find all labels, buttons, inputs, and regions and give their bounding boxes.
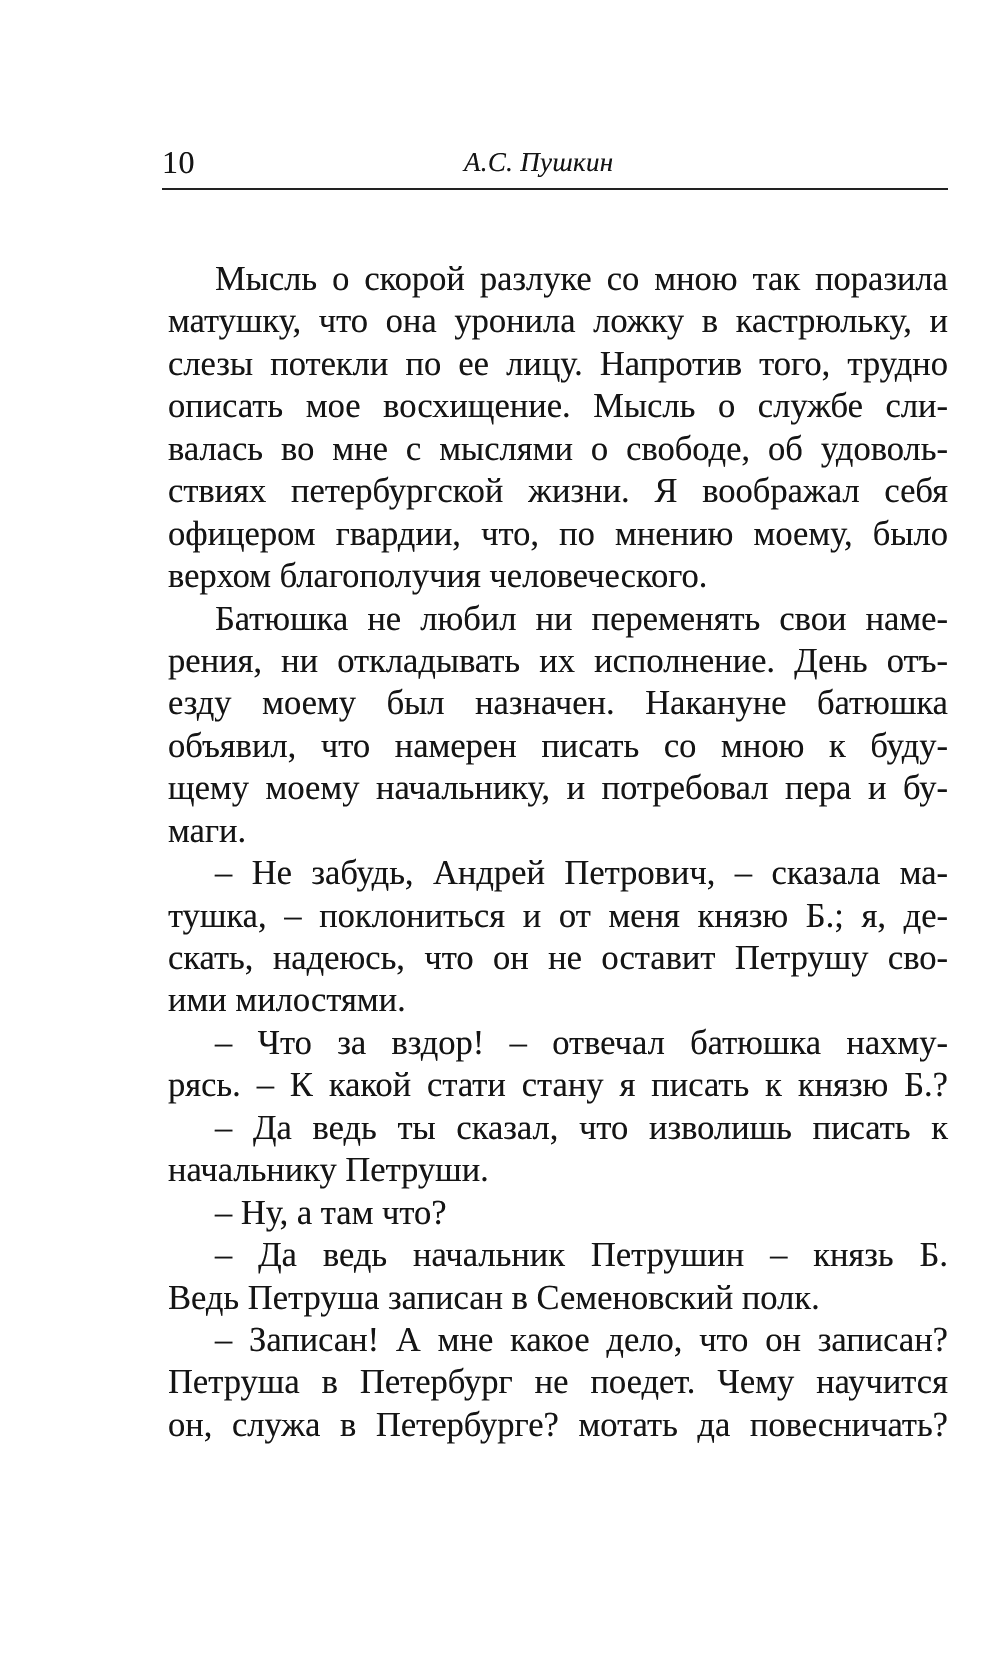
body-line: щему моему начальнику, и потребовал пера и бу- xyxy=(168,769,948,808)
page-number: 10 xyxy=(162,144,195,180)
body-line: начальнику Петруши. xyxy=(168,1151,489,1190)
body-line: рясь. – К какой стати стану я писать к князю Б.? xyxy=(168,1066,948,1105)
body-text xyxy=(168,258,948,1446)
body-line: объявил, что намерен писать со мною к буду- xyxy=(168,726,948,765)
body-line: – Записан! А мне какое дело, что он записан? xyxy=(215,1320,948,1359)
body-line: – Ну, а там что? xyxy=(215,1193,447,1232)
body-line: верхом благополучия человеческого. xyxy=(168,557,708,596)
body-line: скать, надеюсь, что он не оставит Петрушу сво- xyxy=(168,939,948,977)
header-rule xyxy=(162,188,948,190)
body-line: валась во мне с мыслями о свободе, об удоволь- xyxy=(168,429,948,468)
body-line: Батюшка не любил ни переменять свои наме- xyxy=(215,599,948,638)
body-line: маги. xyxy=(168,811,247,850)
running-title: А.С. Пушкин xyxy=(464,147,614,177)
body-line: описать мое восхищение. Мысль о службе сли- xyxy=(168,387,948,426)
body-line: ствиях петербургской жизни. Я воображал себя xyxy=(168,472,948,511)
body-line: ими милостями. xyxy=(168,981,406,1020)
page-header xyxy=(162,138,948,188)
body-line: езду моему был назначен. Накануне батюшка xyxy=(168,684,948,723)
body-line: Петруша в Петербург не поедет. Чему научится xyxy=(168,1363,948,1402)
body-line: рения, ни откладывать их исполнение. День отъ- xyxy=(168,641,948,680)
body-line: офицером гвардии, что, по мнению моему, было xyxy=(168,514,948,553)
body-line: Мысль о скорой разлуке со мною так поразила xyxy=(215,260,948,298)
body-line: тушка, – поклониться и от меня князю Б.; я, де- xyxy=(168,896,948,935)
body-line: – Да ведь ты сказал, что изволишь писать к xyxy=(215,1108,948,1147)
body-line: матушку, что она уронила ложку в кастрюльку, и xyxy=(168,302,948,341)
body-line: – Не забудь, Андрей Петрович, – сказала ма- xyxy=(215,854,948,893)
body-line: он, служа в Петербурге? мотать да повесничать? xyxy=(168,1405,948,1444)
body-line: слезы потекли по ее лицу. Напротив того, трудно xyxy=(168,344,948,383)
body-line: – Да ведь начальник Петрушин – князь Б. xyxy=(215,1236,948,1275)
body-line: – Что за вздор! – отвечал батюшка нахму- xyxy=(215,1023,948,1062)
body-line: Ведь Петруша записан в Семеновский полк. xyxy=(168,1278,820,1317)
